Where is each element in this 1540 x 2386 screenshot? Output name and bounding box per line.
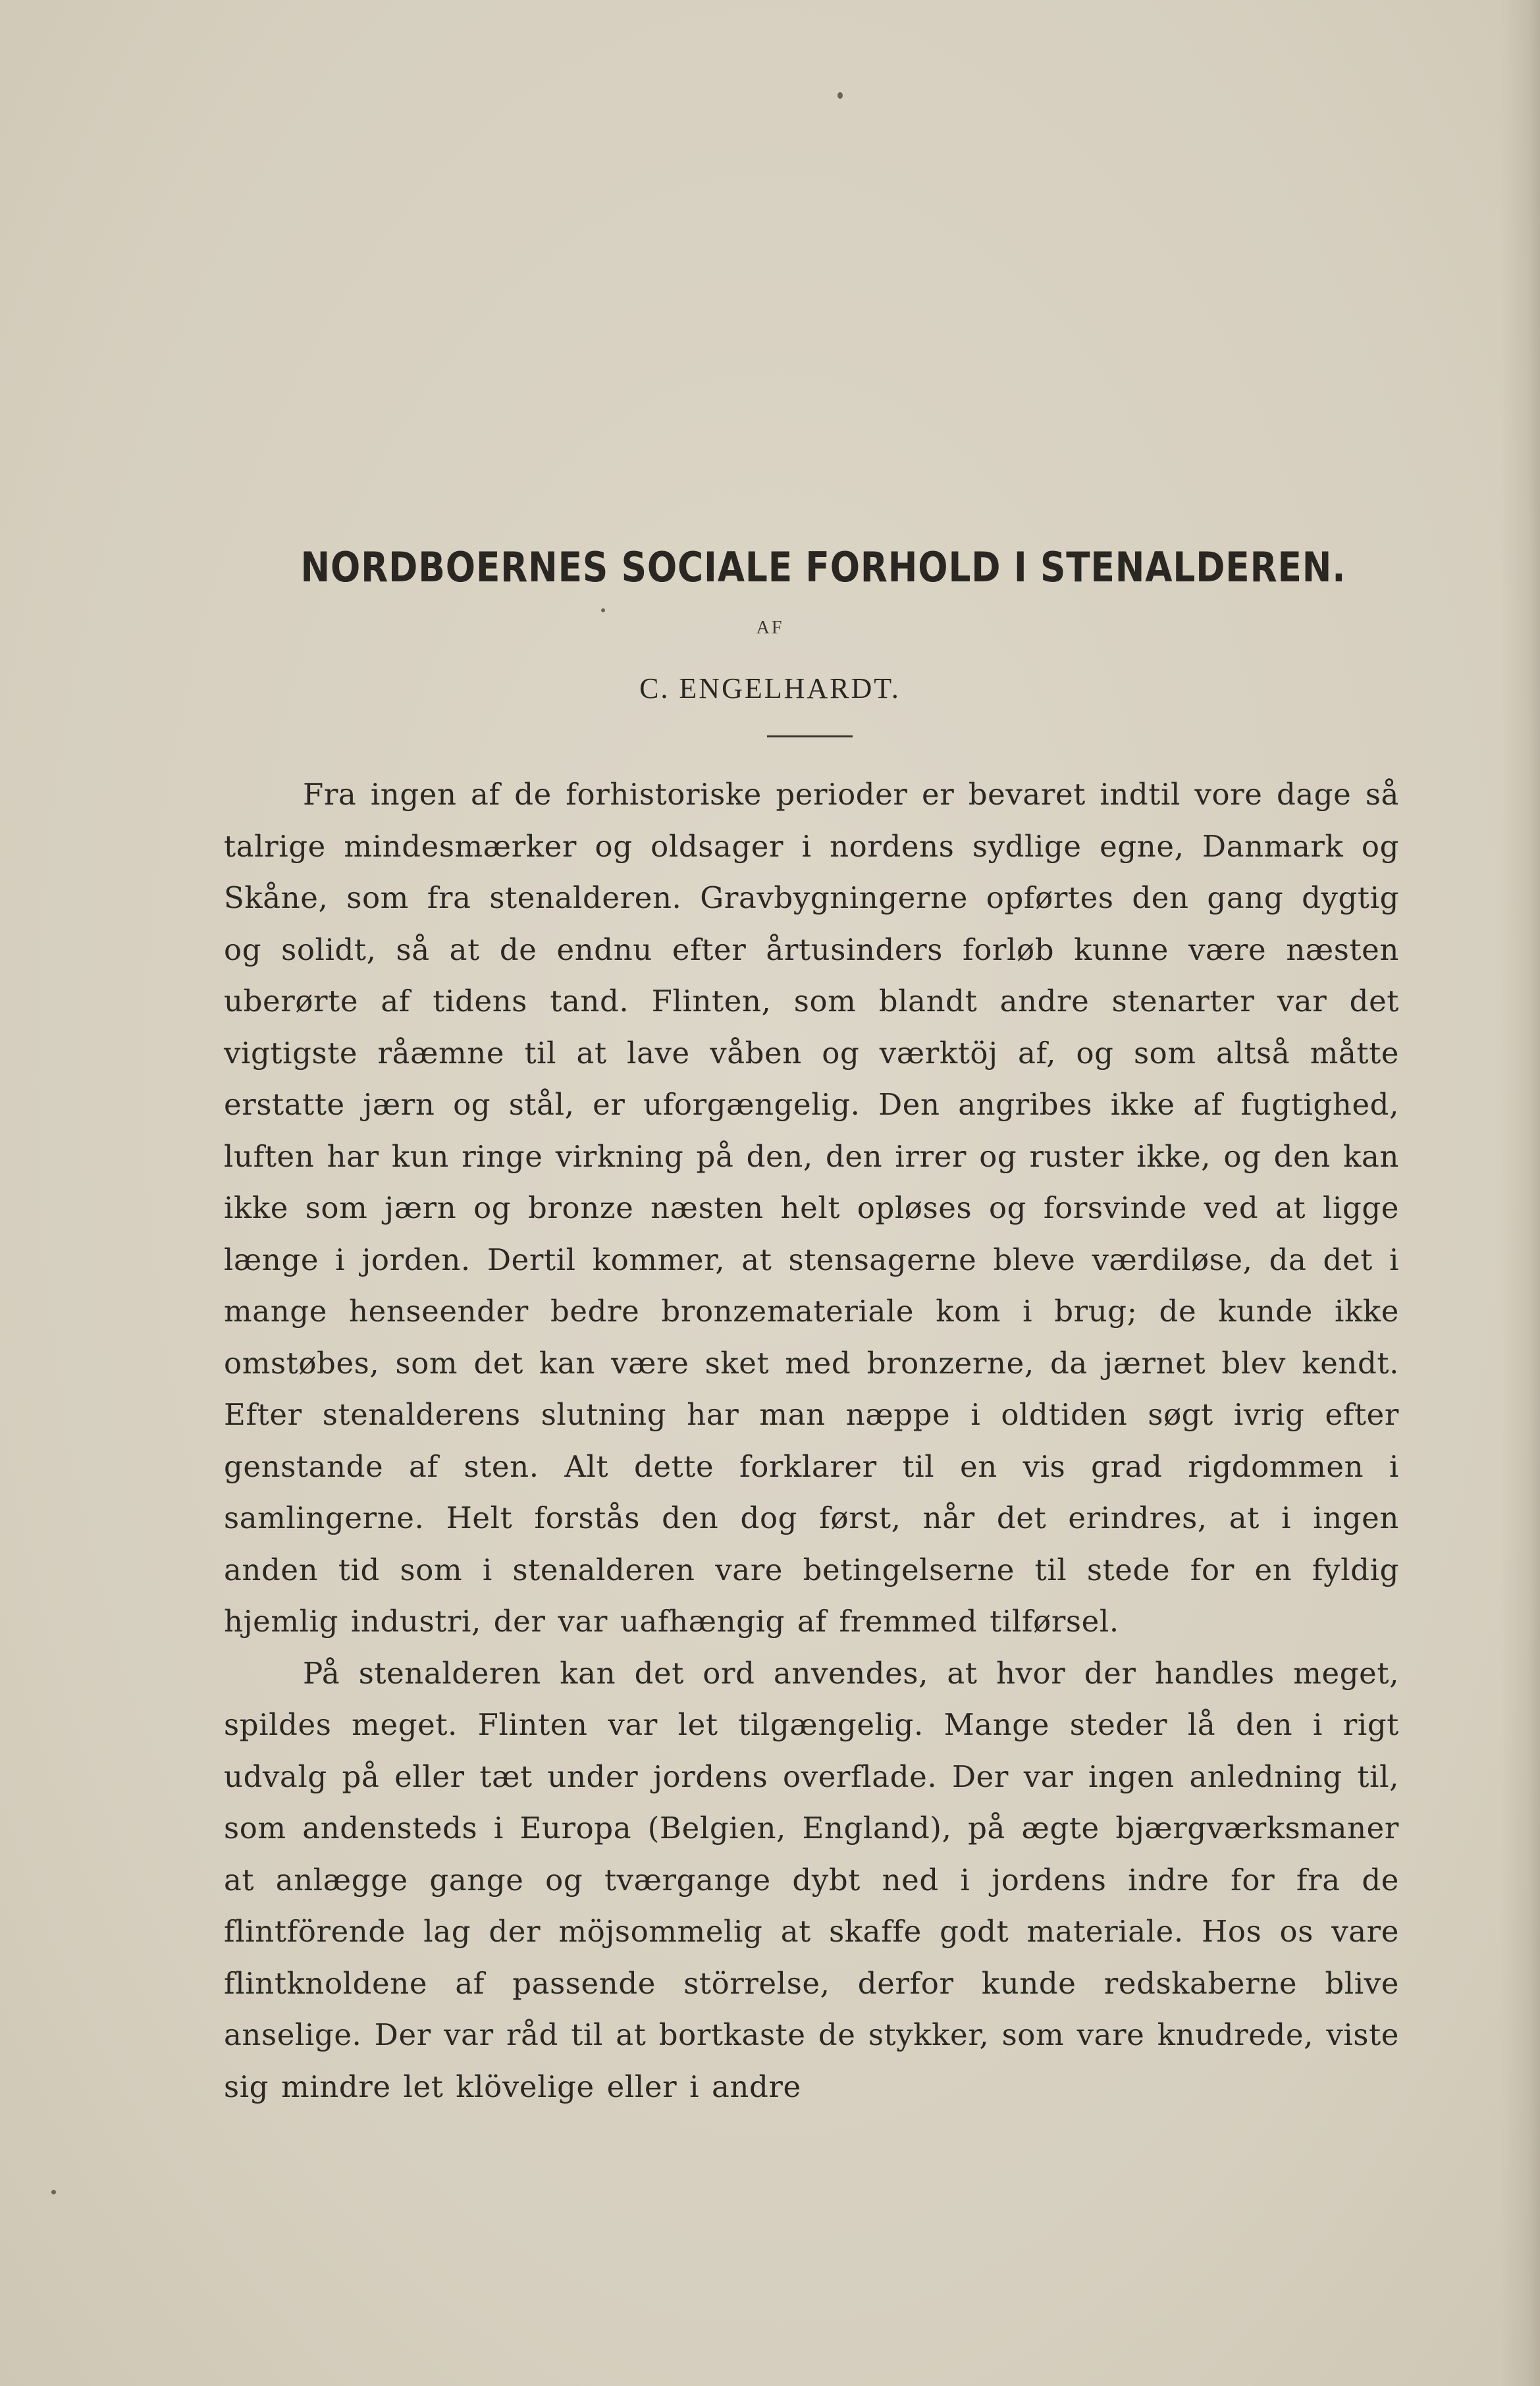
byline-prefix: AF	[756, 618, 784, 638]
paragraph: Fra ingen af de forhistoriske perioder er bevaret indtil vore dage så talrige mindesmærker og oldsager i nordens sydlige egne, Danmark og Skåne, som fra stenalderen. Gravbygningerne opførtes den gang dygtig og solidt, så at de endnu efter årtusinders forløb kunne være næsten uberørte af tidens tand. Flinten, som blandt andre stenarter var det vigtigste råæmne til at lave våben og værktöj af, og som altså måtte erstatte jærn og stål, er uforgængelig. Den angribes ikke af fugtighed, luften har kun ringe virkning på den, den irrer og ruster ikke, og den kan ikke som jærn og bronze næsten helt opløses og forsvinde ved at ligge længe i jorden. Dertil kommer, at stensagerne bleve værdiløse, da det i mange henseender bedre bronzemateriale kom i brug; de kunde ikke omstøbes, som det kan være sket med bronzerne, da jærnet blev kendt. Efter stenalderens slutning har man næppe i oldtiden søgt ivrig efter genstande af sten. Alt dette forklarer til en vis grad rigdommen i samlingerne. Helt forstås den dog først, når det erindres, at i ingen anden tid som i stenalderen vare betingelserne til stede for en fyldig hjemlig industri, der var uafhængig af fremmed tilførsel.	[224, 777, 1399, 1639]
title-divider	[767, 735, 853, 737]
page-edge-shadow	[1500, 0, 1540, 2386]
paragraph: På stenalderen kan det ord anvendes, at hvor der handles meget, spildes meget. Flinten var let tilgængelig. Mange steder lå den i rigt udvalg på eller tæt under jordens overflade. Der var ingen anledning til, som andensteds i Europa (Belgien, England), på ægte bjærgværksmaner at anlægge gange og tværgange dybt ned i jordens indre for fra de flintförende lag der möjsommelig at skaffe godt materiale. Hos os vare flintknoldene af passende störrelse, derfor kunde redskaberne blive anselige. Der var råd til at bortkaste de stykker, som vare knudrede, viste sig mindre let klövelige eller i andre	[224, 1655, 1399, 2104]
ink-speck	[601, 608, 605, 612]
ink-speck	[837, 92, 843, 99]
body-text	[224, 769, 1399, 2113]
author-name: C. ENGELHARDT.	[639, 672, 901, 704]
article-title: NORDBOERNES SOCIALE FORHOLD I STENALDEREN.	[300, 543, 1346, 591]
ink-speck	[51, 2190, 56, 2194]
